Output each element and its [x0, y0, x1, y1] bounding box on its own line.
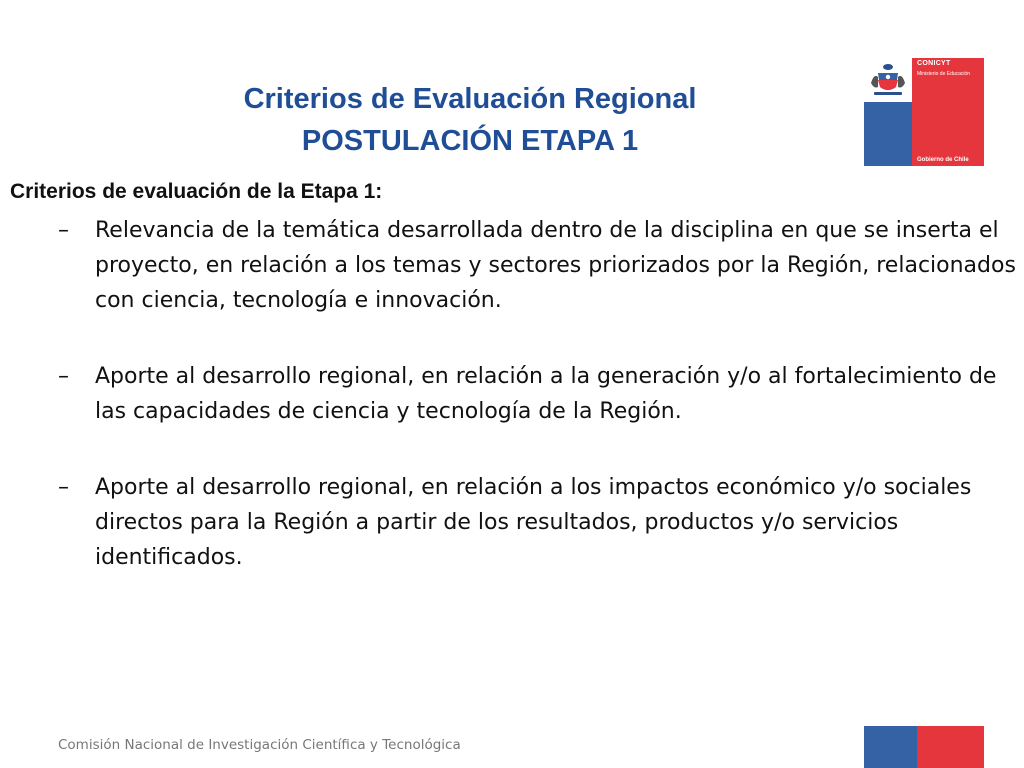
slide-title: Criterios de Evaluación Regional — [243, 83, 697, 115]
conicyt-logo — [864, 58, 984, 166]
criteria-item — [58, 213, 1024, 318]
slide-subtitle: POSTULACIÓN ETAPA 1 — [301, 125, 639, 157]
section-heading: Criterios de evaluación de la Etapa 1: — [10, 180, 383, 203]
criteria-text: Relevancia de la temática desarrollada dentro de la disciplina en que se inserta el proyecto, en relación a los temas y sectores priorizados por la Región, relacionados con ciencia, tecnología e innovación. — [95, 218, 1016, 313]
logo-government: Gobierno de Chile — [917, 157, 969, 163]
coat-of-arms-icon — [868, 61, 908, 99]
footer-flag-red — [917, 726, 984, 768]
bullet-dash: – — [58, 218, 69, 243]
criteria-text: Aporte al desarrollo regional, en relación a la generación y/o al fortalecimiento de las capacidades de ciencia y tecnología de la Región. — [95, 364, 997, 424]
criteria-text: Aporte al desarrollo regional, en relación a los impactos económico y/o sociales directos para la Región a partir de los resultados, productos y/o servicios identificados. — [95, 475, 972, 570]
criteria-list — [58, 213, 1024, 616]
logo-blue-panel — [864, 58, 912, 166]
footer-flag-blue — [864, 726, 917, 768]
criteria-item — [58, 359, 1024, 429]
logo-red-panel — [912, 58, 984, 166]
bullet-dash: – — [58, 364, 69, 389]
criteria-item — [58, 470, 1024, 575]
footer-flag — [864, 726, 984, 768]
logo-org-name: CONICYT — [917, 60, 951, 67]
footer-text: Comisión Nacional de Investigación Científica y Tecnológica — [58, 737, 461, 753]
bullet-dash: – — [58, 475, 69, 500]
logo-ministry: Ministerio de Educación — [917, 71, 971, 77]
